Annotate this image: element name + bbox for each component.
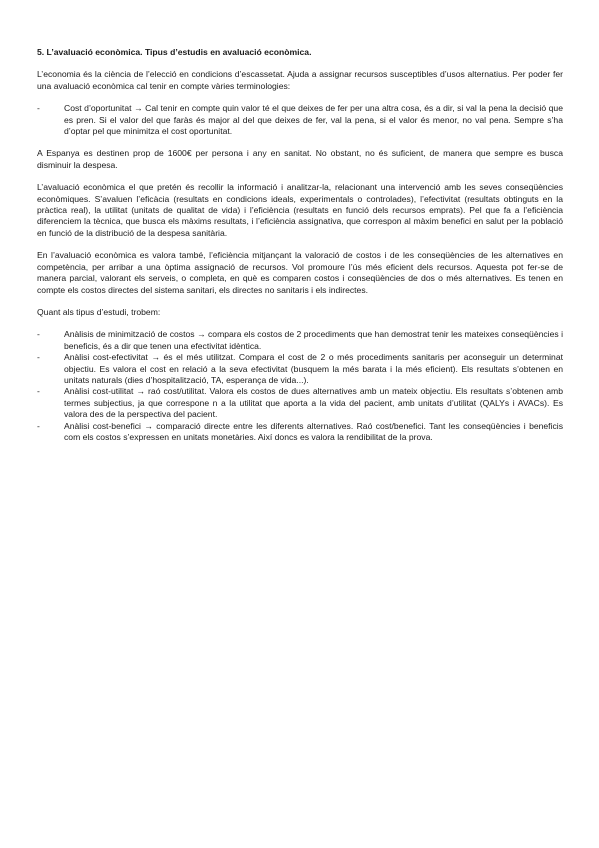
list-item-text: Anàlisi cost-efectivitat → és el més utilitzat. Compara el cost de 2 o més procediments sanitaris per aconseguir un determinat objectiu. Es valora el cost en relació a la seva efectivitat (busquem la més barata i la més eficient). Els resultats s’obtenen en unitats naturals (dies d’hospitalització, TA, esperança de vida...). [64, 352, 563, 385]
aim-paragraph: L’avaluació econòmica el que pretén és recollir la informació i analitzar-la, relacionant una intervenció amb les seves conseqüències econòmiques. S’avaluen l’eficàcia (resultats en condicions ideals, experimentals o controlades), l’efectivitat (resultats obtinguts en la pràctica real), la utilitat (unitats de qualitat de vida) i l’eficiència (resultats en funció dels recursos emprats). Pel que fa a l’eficiència diferenciem la tècnica, que busca els màxims resultats, i l’eficiència assignativa, que correspon al màxim benefici en salut per la població en funció de la distribució de la despesa sanitària. [37, 182, 563, 238]
list-item [37, 421, 563, 444]
list-item-text: Cost d’oportunitat → Cal tenir en compte quin valor té el que deixes de fer per una altra cosa, és a dir, si val la pena la decisió que es pren. Si el valor del que faràs és major al del que deixes de fer, val la pena, si el valor és menor, no val pena. Sempre s’ha d’optar pel que minimitza el cost oportunitat. [64, 103, 563, 137]
bullet-dash: - [37, 420, 40, 431]
intro-paragraph: L’economia és la ciència de l’elecció en condicions d’escassetat. Ajuda a assignar recursos susceptibles d’usos alternatius. Per poder fer una avaluació econòmica cal tenir en compte vàries terminologies: [37, 69, 563, 91]
study-types-list [37, 329, 563, 443]
list-item [37, 352, 563, 386]
section-title: 5. L’avaluació econòmica. Tipus d’estudis en avaluació econòmica. [37, 47, 312, 57]
bullet-dash: - [37, 352, 40, 363]
bullet-dash: - [37, 386, 40, 397]
list-item-text: Anàlisis de minimització de costos → compara els costos de 2 procediments que han demostrat tenir les mateixes conseqüències i beneficis, és a dir que tenen una efectivitat idèntica. [64, 329, 563, 351]
list-item-text: Anàlisi cost-utilitat → raó cost/utilitat. Valora els costos de dues alternatives amb un mateix objectiu. Els resultats s’obtenen amb termes subjectius, ja que correspone n a la utilitat que aporta a la vida del pacient, amb unitats d’utilitat (QALYs i AVACs). Es valora des de la perspectiva del pacient. [64, 386, 563, 420]
bullet-dash: - [37, 329, 40, 340]
types-intro: Quant als tipus d’estudi, trobem: [37, 306, 161, 317]
list-item [37, 329, 563, 352]
list-item [37, 103, 563, 137]
list-item [37, 386, 563, 420]
document-page [37, 47, 563, 454]
list-item-text: Anàlisi cost-benefici → comparació directe entre les diferents alternatives. Raó cost/benefici. Tant les conseqüències i beneficis com els costos s’expressen en unitats monetàries. Així doncs es valora la rendibilitat de la prova. [64, 420, 563, 442]
equity-paragraph: En l’avaluació econòmica es valora també, l’eficiència mitjançant la valoració de costos i de les conseqüències de les alternatives en competència, per arribar a una òptima assignació de recursos. Vol promoure l’ús més eficient dels recursos. Aquesta pot fer-se de manera parcial, valorant els serveis, o completa, en què es comparen costos i conseqüències de dos o més alternatives. Es tenen en compte els costos directes del sistema sanitari, els directes no sanitaris i els indirectes. [37, 250, 563, 295]
terminology-list [37, 103, 563, 137]
spain-paragraph: A Espanya es destinen prop de 1600€ per persona i any en sanitat. No obstant, no és suficient, de manera que sempre es busca disminuir la despesa. [37, 148, 563, 170]
bullet-dash: - [37, 103, 40, 114]
